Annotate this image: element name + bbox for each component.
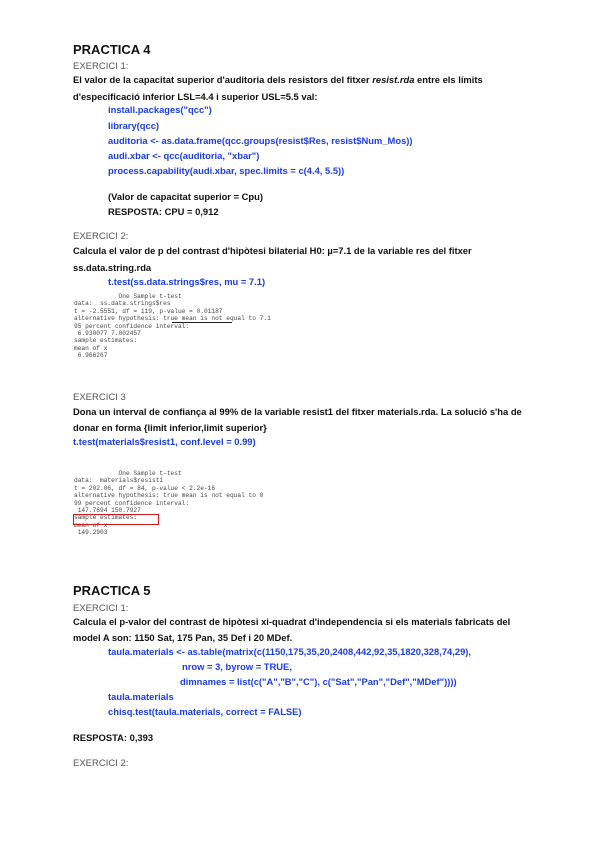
console-line: sample estimates: — [74, 337, 138, 345]
console-line: mean of x — [74, 521, 108, 529]
console-line: 6.930077 7.002457 — [74, 330, 141, 338]
console-line: t = 202.06, df = 84, p-value < 2.2e-16 — [74, 484, 216, 492]
exercici-1-label: EXERCICI 1: — [73, 61, 129, 72]
p5-exercici-1-answer: RESPOSTA: 0,393 — [73, 732, 154, 743]
console-line: alternative hypothesis: true mean is not equal to 7.1 — [74, 315, 271, 323]
exercici-1-question-line-1: El valor de la capacitat superior d'auditoria dels resistors del fitxer resist.rda entre els límits — [73, 74, 483, 85]
exercici-1-code-line-4: audi.xbar <- qcc(auditoria, "xbar") — [108, 150, 260, 161]
p5-code-line-4: taula.materials — [108, 691, 174, 702]
exercici-1-code-line-1: install.packages("qcc") — [108, 104, 212, 115]
console-line: data: ss.data.strings$res — [74, 300, 171, 308]
practica-4-title: PRACTICA 4 — [73, 42, 151, 57]
console-line: 95 percent confidence interval: — [74, 322, 190, 330]
p-value-underline — [172, 322, 232, 323]
exercici-2-question-line-2: ss.data.string.rda — [73, 262, 152, 273]
practica-5-title: PRACTICA 5 — [73, 583, 151, 598]
exercici-1-code-line-2: library(qcc) — [108, 120, 160, 131]
exercici-3-question-line-1: Dona un interval de confiança al 99% de la variable resist1 del fitxer materials.rda. La solució s'ha de — [73, 406, 522, 417]
p5-code-line-1: taula.materials <- as.table(matrix(c(1150,175,35,20,2408,442,92,35,1820,328,74,29), — [108, 646, 472, 657]
p5-exercici-1-label: EXERCICI 1: — [73, 603, 129, 614]
p5-exercici-1-question-line-2: model A son: 1150 Sat, 175 Pan, 35 Def i 20 MDef. — [73, 632, 293, 643]
console-line: sample estimates: — [74, 514, 138, 522]
p5-code-line-3: dimnames = list(c("A","B","C"), c("Sat","Pan","Def","MDef")))) — [180, 676, 457, 687]
exercici-3-question-line-2: donar en forma {limit inferior,limit superior} — [73, 422, 267, 433]
console-line: 6.966267 — [74, 352, 108, 360]
console-line: 99 percent confidence interval: — [74, 499, 190, 507]
exercici-1-code-line-5: process.capability(audi.xbar, spec.limits = c(4.4, 5.5)) — [108, 165, 345, 176]
console-line: 147.7694 150.7927 — [74, 507, 141, 515]
exercici-2-console-output — [74, 293, 271, 373]
exercici-2-label: EXERCICI 2: — [73, 231, 129, 242]
exercici-1-answer: RESPOSTA: CPU = 0,912 — [108, 206, 219, 217]
console-line: One Sample t-test — [74, 470, 182, 477]
confidence-interval-highlight-box — [73, 514, 159, 525]
exercici-3-code: t.test(materials$resist1, conf.level = 0.99) — [73, 436, 256, 447]
exercici-1-question-line-2: d'especificació inferior LSL=4.4 i superior USL=5.5 val: — [73, 91, 318, 102]
p5-code-line-5: chisq.test(taula.materials, correct = FALSE) — [108, 706, 302, 717]
p5-code-line-2: nrow = 3, byrow = TRUE, — [182, 661, 292, 672]
console-line: t = -2.5551, df = 119, p-value = 0.01187 — [74, 307, 223, 315]
console-line: One Sample t-test — [74, 293, 182, 300]
p5-exercici-1-question-line-1: Calcula el p-valor del contrast de hipòtesi xi-quadrat d'independencia si els materials fabricats del — [73, 616, 511, 627]
console-line: data: materials$resist1 — [74, 477, 164, 485]
exercici-1-code-line-3: auditoria <- as.data.frame(qcc.groups(resist$Res, resist$Num_Mos)) — [108, 135, 413, 146]
p5-exercici-2-label: EXERCICI 2: — [73, 758, 129, 769]
exercici-1-note: (Valor de capacitat superior = Cpu) — [108, 191, 263, 202]
console-line: alternative hypothesis: true mean is not equal to 0 — [74, 492, 264, 500]
exercici-3-label: EXERCICI 3 — [73, 392, 126, 403]
exercici-2-code: t.test(ss.data.strings$res, mu = 7.1) — [108, 276, 266, 287]
console-line: 149.2903 — [74, 529, 108, 537]
exercici-2-question-line-1: Calcula el valor de p del contrast d'hipòtesi bilaterial H0: µ=7.1 de la variable res del fitxer — [73, 245, 472, 256]
console-line: mean of x — [74, 344, 108, 352]
